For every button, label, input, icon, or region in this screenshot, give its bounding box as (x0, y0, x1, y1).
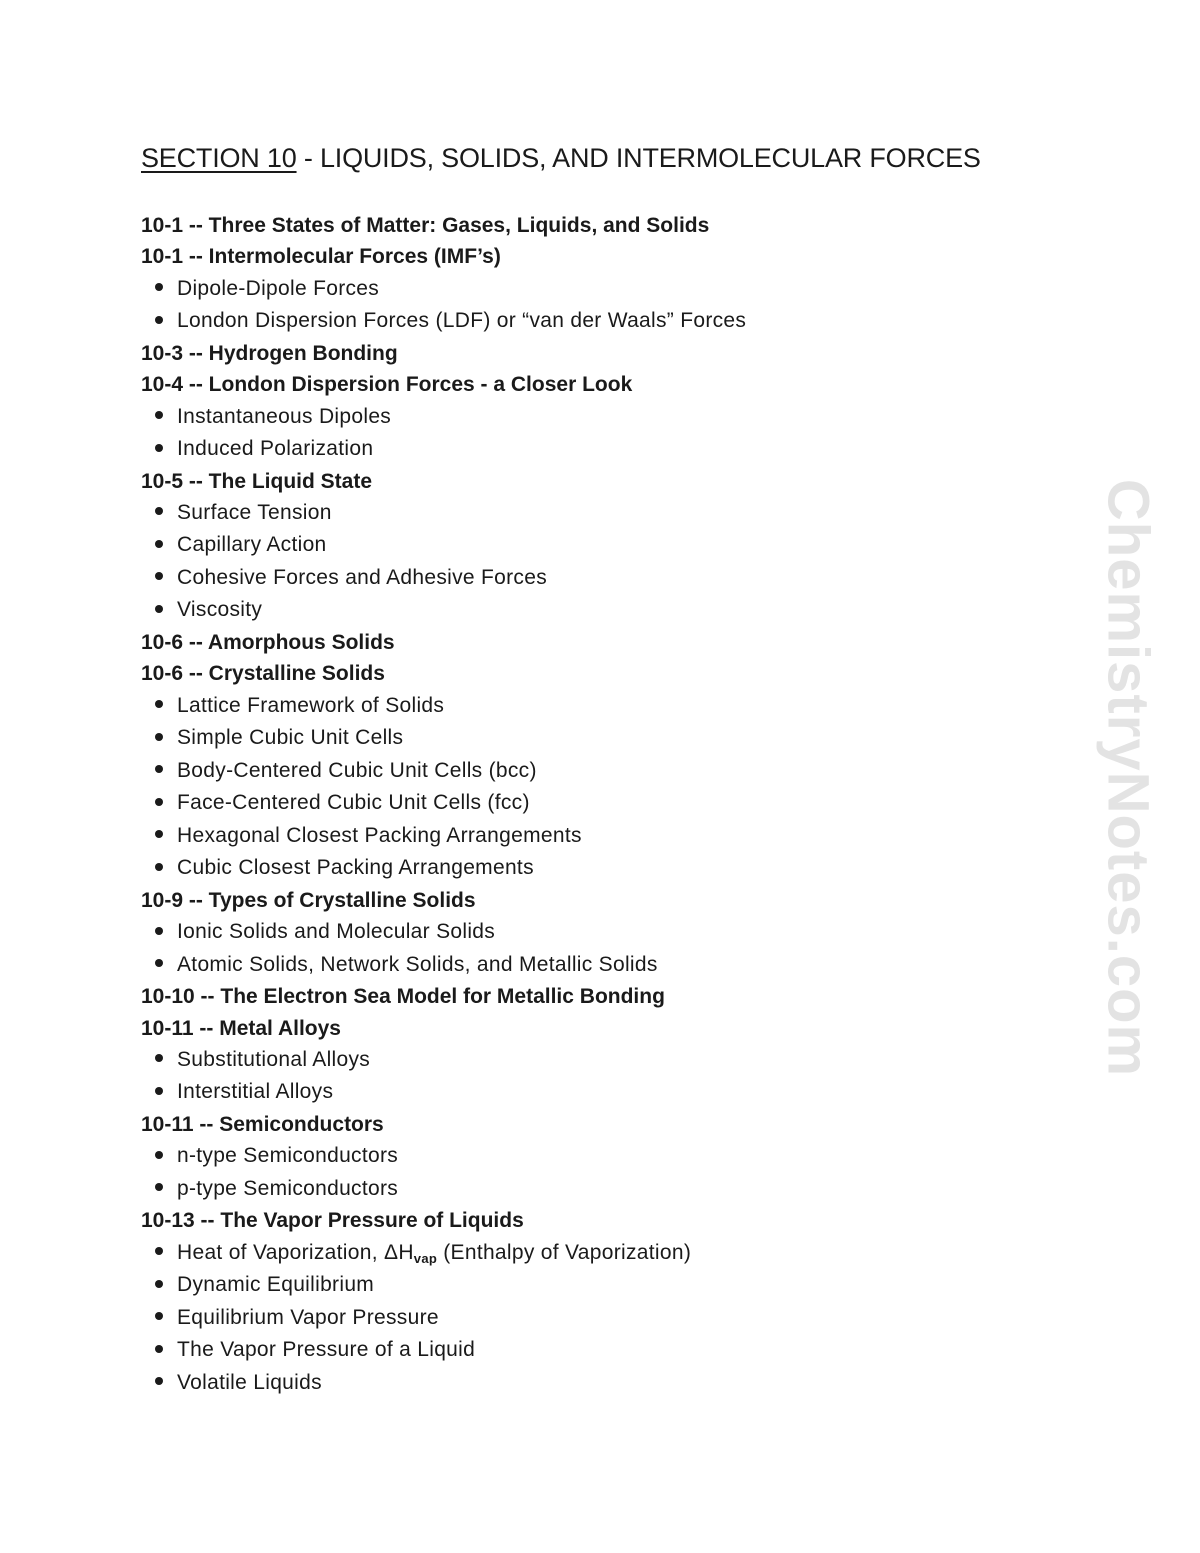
outline-topic (141, 338, 746, 369)
outline-topic (141, 369, 746, 400)
subitem-text: Atomic Solids, Network Solids, and Metallic Solids (177, 952, 658, 976)
subitem-text: Substitutional Alloys (177, 1047, 371, 1071)
subitem-text: Capillary Action (177, 533, 327, 557)
topic-heading: 10-1 -- Three States of Matter: Gases, Liquids, and Solids (141, 214, 710, 237)
subitem-text: Hexagonal Closest Packing Arrangements (177, 823, 582, 847)
outline-subitem (141, 594, 746, 627)
bullet-icon (155, 1054, 163, 1062)
bullet-icon (155, 507, 163, 515)
outline-subitem (141, 787, 746, 820)
outline-subitem (141, 916, 746, 949)
subitem-text: Cubic Closest Packing Arrangements (177, 856, 534, 880)
subitem-text: Body-Centered Cubic Unit Cells (bcc) (177, 758, 537, 782)
outline-topic (141, 210, 746, 241)
section-outline (141, 210, 746, 1399)
subitem-text: Volatile Liquids (177, 1370, 322, 1394)
watermark: ChemistryNotes.com (1095, 478, 1161, 1078)
outline-subitem (141, 1269, 746, 1302)
subitem-text: n-type Semiconductors (177, 1144, 399, 1168)
outline-subitem (141, 1302, 746, 1335)
bullet-icon (155, 700, 163, 708)
subitem-text-continued: (Enthalpy of Vaporization) (437, 1240, 692, 1264)
outline-subitem (141, 433, 746, 466)
subitem-text: Instantaneous Dipoles (177, 404, 392, 428)
section-label: SECTION 10 (141, 143, 297, 173)
topic-heading: 10-3 -- Hydrogen Bonding (141, 341, 398, 365)
bullet-icon (155, 733, 163, 741)
outline-subitem (141, 497, 746, 530)
bullet-icon (155, 605, 163, 613)
subitem-text: Induced Polarization (177, 437, 374, 461)
bullet-icon (155, 1312, 163, 1320)
outline-subitem (141, 273, 746, 306)
subitem-text: Dynamic Equilibrium (177, 1273, 375, 1297)
outline-subitem (141, 562, 746, 595)
bullet-icon (155, 959, 163, 967)
outline-topic (141, 658, 746, 689)
outline-subitem (141, 852, 746, 885)
subitem-text: Heat of Vaporization, ΔH (177, 1240, 414, 1264)
page-title (141, 143, 981, 174)
bullet-icon (155, 863, 163, 871)
section-subject: LIQUIDS, SOLIDS, AND INTERMOLECULAR FORCES (319, 143, 981, 173)
subitem-text: Lattice Framework of Solids (177, 693, 445, 717)
bullet-icon (155, 830, 163, 838)
subitem-text: Simple Cubic Unit Cells (177, 726, 404, 750)
outline-topic (141, 885, 746, 916)
subitem-text: p-type Semiconductors (177, 1176, 399, 1200)
bullet-icon (155, 411, 163, 419)
outline-topic (141, 466, 746, 497)
topic-heading: 10-6 -- Crystalline Solids (141, 662, 385, 686)
outline-subitem (141, 529, 746, 562)
bullet-icon (155, 765, 163, 773)
bullet-icon (155, 1377, 163, 1385)
bullet-icon (155, 1345, 163, 1353)
topic-heading: 10-11 -- Semiconductors (141, 1112, 384, 1136)
bullet-icon (155, 316, 163, 324)
bullet-icon (155, 1183, 163, 1191)
topic-heading: 10-6 -- Amorphous Solids (141, 630, 395, 654)
outline-topic (141, 1013, 746, 1044)
outline-subitem (141, 1237, 746, 1270)
subitem-text: Surface Tension (177, 500, 332, 524)
bullet-icon (155, 798, 163, 806)
outline-topic (141, 627, 746, 658)
bullet-icon (155, 444, 163, 452)
bullet-icon (155, 540, 163, 548)
outline-subitem (141, 1140, 746, 1173)
subitem-text: London Dispersion Forces (LDF) or “van der Waals” Forces (177, 309, 747, 333)
outline-subitem (141, 722, 746, 755)
bullet-icon (155, 927, 163, 935)
bullet-icon (155, 1087, 163, 1095)
outline-subitem (141, 820, 746, 853)
outline-subitem (141, 755, 746, 788)
subitem-text: Equilibrium Vapor Pressure (177, 1305, 439, 1329)
bullet-icon (155, 283, 163, 291)
subitem-text: Face-Centered Cubic Unit Cells (fcc) (177, 791, 530, 815)
outline-topic (141, 241, 746, 272)
bullet-icon (155, 1280, 163, 1288)
outline-subitem (141, 1173, 746, 1206)
subitem-text: Dipole-Dipole Forces (177, 276, 380, 300)
topic-heading: 10-10 -- The Electron Sea Model for Metallic Bonding (141, 985, 665, 1009)
topic-heading: 10-5 -- The Liquid State (141, 469, 373, 493)
outline-subitem (141, 1334, 746, 1367)
topic-heading: 10-11 -- Metal Alloys (141, 1016, 341, 1040)
outline-subitem (141, 1076, 746, 1109)
outline-topic (141, 1109, 746, 1140)
subitem-text: Ionic Solids and Molecular Solids (177, 920, 496, 944)
outline-subitem (141, 305, 746, 338)
bullet-icon (155, 1151, 163, 1159)
subitem-text: Interstitial Alloys (177, 1080, 334, 1104)
topic-heading: 10-13 -- The Vapor Pressure of Liquids (141, 1209, 524, 1233)
subitem-text: The Vapor Pressure of a Liquid (177, 1338, 476, 1362)
outline-subitem (141, 401, 746, 434)
outline-subitem (141, 690, 746, 723)
title-separator: - (296, 143, 320, 173)
outline-subitem (141, 1367, 746, 1400)
bullet-icon (155, 1247, 163, 1255)
topic-heading: 10-4 -- London Dispersion Forces - a Closer Look (141, 373, 633, 397)
outline-subitem (141, 1044, 746, 1077)
outline-topic (141, 981, 746, 1012)
subscript: vap (413, 1250, 438, 1266)
outline-topic (141, 1205, 746, 1236)
topic-heading: 10-1 -- Intermolecular Forces (IMF’s) (141, 245, 501, 269)
bullet-icon (155, 572, 163, 580)
subitem-text: Cohesive Forces and Adhesive Forces (177, 565, 548, 589)
topic-heading: 10-9 -- Types of Crystalline Solids (141, 888, 476, 912)
outline-subitem (141, 949, 746, 982)
subitem-text: Viscosity (177, 598, 263, 622)
